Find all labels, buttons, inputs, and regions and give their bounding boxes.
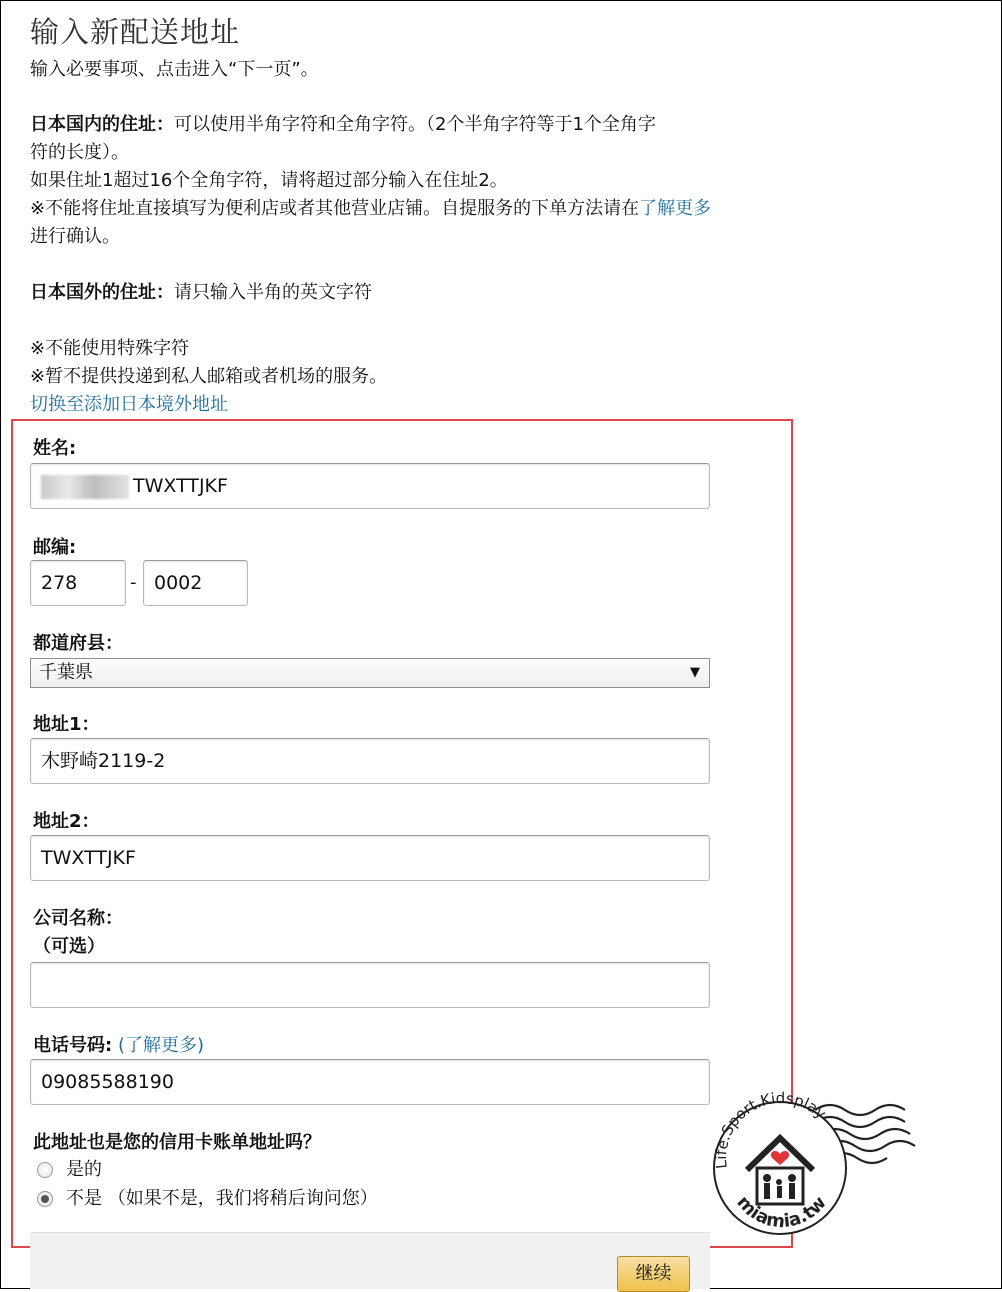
domestic-address-info (30, 111, 720, 251)
billing-question: 此地址也是您的信用卡账单地址吗？ (33, 1132, 321, 1153)
billing-no-label[interactable]: 不是 （如果不是，我们将稍后询问您） (66, 1188, 378, 1209)
company-optional-label: （可选） (33, 936, 105, 957)
form-highlight-box (11, 419, 793, 1248)
form-footer-bar (30, 1232, 710, 1289)
overseas-text: 请只输入半角的英文字符 (174, 282, 372, 303)
address2-label: 地址2： (33, 811, 100, 832)
phone-learn-more-link[interactable] (118, 1035, 204, 1056)
domestic-line5-suffix: 进行确认。 (30, 226, 120, 247)
dropdown-arrow-icon: ▼ (690, 665, 700, 680)
continue-button[interactable]: 继续 (617, 1256, 690, 1292)
address1-input[interactable]: 木野崎2119-2 (30, 738, 710, 784)
switch-overseas-link[interactable]: 切换至添加日本境外地址 (30, 394, 228, 415)
prefecture-value: 千葉県 (39, 662, 93, 683)
phone-label-row (33, 1031, 204, 1057)
billing-no-radio[interactable] (37, 1191, 53, 1207)
postal-label: 邮编: (33, 537, 77, 558)
phone-link-close: ) (196, 1035, 204, 1056)
name-redacted (41, 475, 129, 499)
company-label: 公司名称： (33, 908, 123, 929)
postal-code-part1-input[interactable]: 278 (30, 560, 126, 606)
page-title: 输入新配送地址 (30, 15, 241, 49)
learn-more-link[interactable]: 了解更多 (639, 198, 712, 219)
domestic-line1: 可以使用半角字符和全角字符。（2个半角字符等于1个全角字 (174, 114, 656, 135)
watermark-stamp (695, 1070, 925, 1240)
stamp-arc-text: Life.Sport.Kidsplay (712, 1089, 830, 1170)
prefecture-label: 都道府县： (33, 633, 123, 654)
billing-yes-label[interactable]: 是的 (66, 1159, 102, 1180)
overseas-heading: 日本国外的住址： (30, 282, 174, 303)
prefecture-select[interactable] (30, 658, 710, 688)
company-input[interactable] (30, 962, 710, 1008)
overseas-address-info (30, 279, 372, 307)
note-no-po-box: ※暂不提供投递到私人邮箱或者机场的服务。 (30, 366, 388, 387)
stamp-site-text: miamia.tw (732, 1191, 831, 1233)
name-input[interactable] (30, 463, 710, 509)
domestic-line4: ※不能将住址直接填写为便利店或者其他营业店铺。自提服务的下单方法请在 (30, 198, 640, 219)
name-value: TWXTTJKF (133, 475, 228, 497)
address2-input[interactable]: TWXTTJKF (30, 835, 710, 881)
billing-yes-radio[interactable] (37, 1162, 53, 1178)
name-label: 姓名: (33, 438, 77, 459)
domestic-line3: 如果住址1超过16个全角字符，请将超过部分输入在住址2。 (30, 170, 508, 191)
phone-input[interactable]: 09085588190 (30, 1059, 710, 1105)
address1-label: 地址1： (33, 714, 100, 735)
postal-code-part2-input[interactable]: 0002 (143, 560, 248, 606)
domestic-heading: 日本国内的住址： (30, 114, 174, 135)
domestic-line2: 符的长度）。 (30, 142, 129, 163)
phone-link-open: ( (117, 1035, 125, 1056)
phone-label: 电话号码: (33, 1035, 113, 1056)
page-subtitle: 输入必要事项、点击进入“下一页”。 (30, 59, 319, 80)
postal-separator: - (130, 572, 137, 593)
note-special-chars: ※不能使用特殊字符 (30, 338, 190, 359)
phone-link-text: 了解更多 (124, 1035, 197, 1056)
